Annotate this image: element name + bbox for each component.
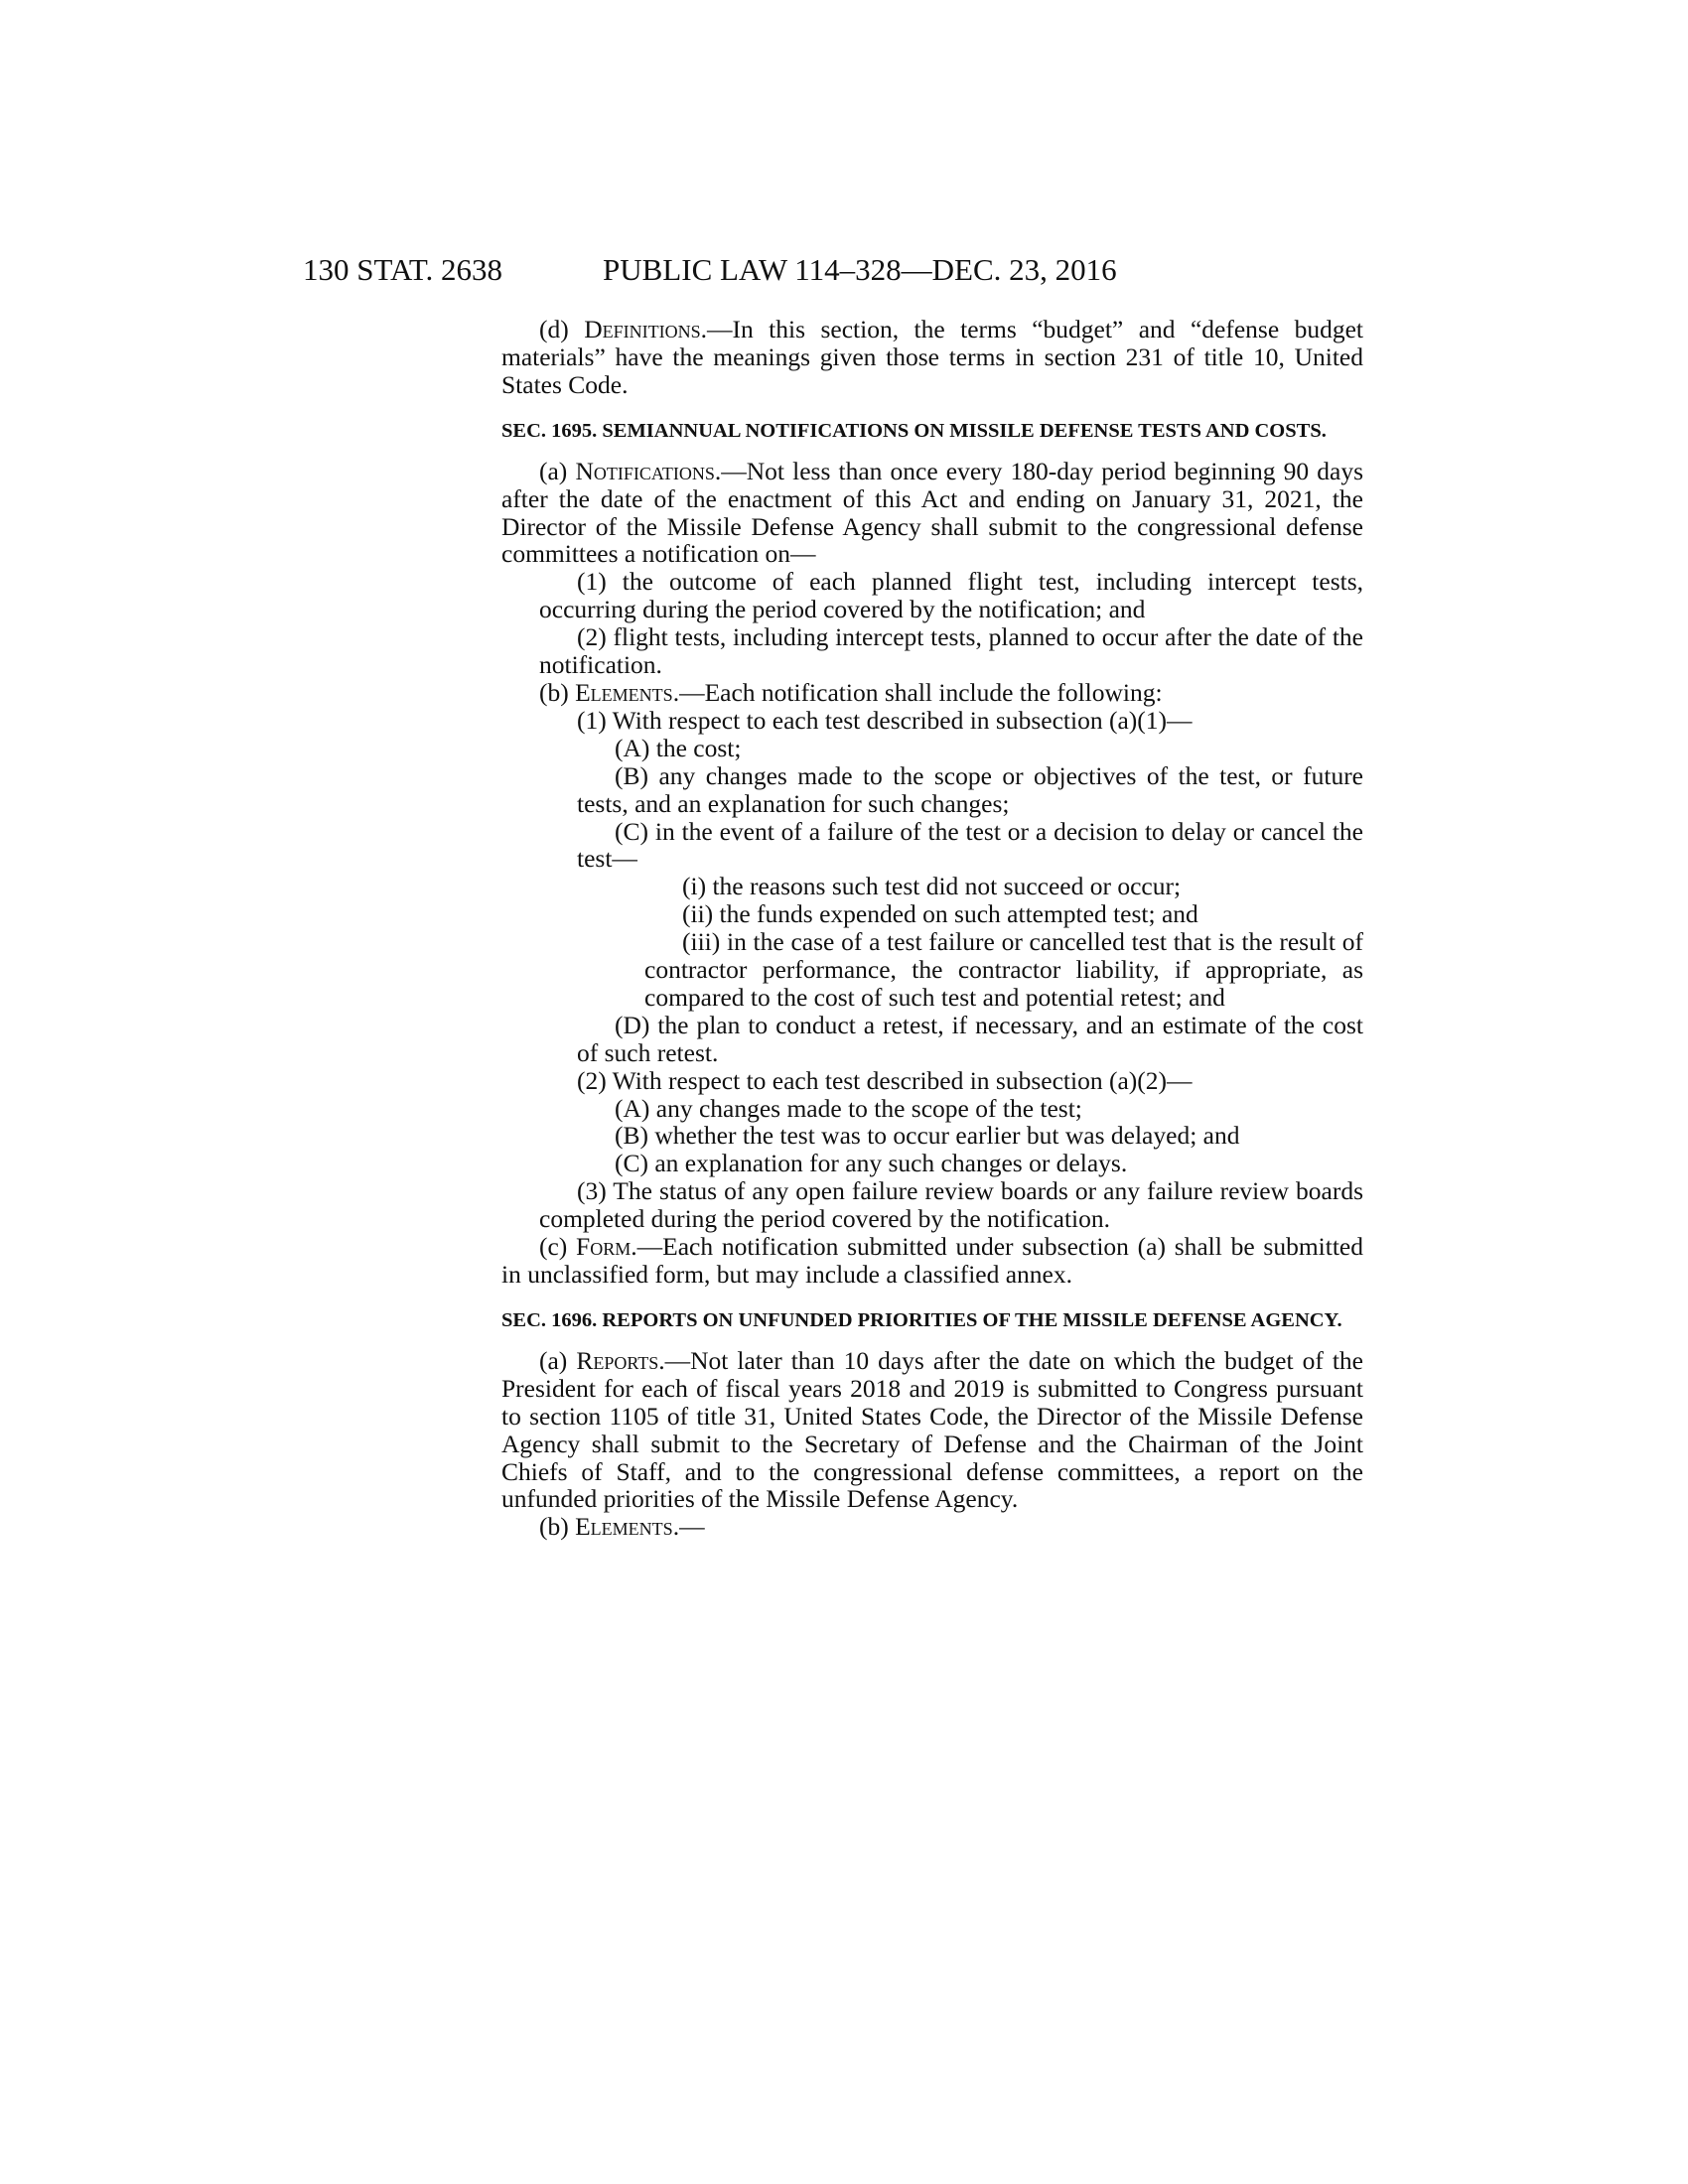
clause-1695-b-1-C-iii: (iii) in the case of a test failure or cancelled test that is the result of contractor performance, the contractor liability, if appropriate, as compared to the cost of such test and potential retest; and xyxy=(644,927,1363,1012)
subsection-1696-a xyxy=(501,1347,1363,1513)
subparagraph-1695-b-2-B: (B) whether the test was to occur earlier but was delayed; and xyxy=(615,1121,1240,1151)
subsection-heading: Notifications xyxy=(575,456,715,485)
subparagraph-1695-b-1-C: (C) in the event of a failure of the test or a decision to delay or cancel the test— xyxy=(577,816,1363,874)
section-heading-1696: SEC. 1696. REPORTS ON UNFUNDED PRIORITIES OF THE MISSILE DEFENSE AGENCY. xyxy=(501,1308,1342,1331)
subsection-label: (a) xyxy=(539,456,576,485)
subsection-text: .—In this section, the terms “budget” and “defense budget materials” have the meanings given those terms in section 231 of title 10, United States Code. xyxy=(501,315,1363,399)
law-title: PUBLIC LAW 114–328—DEC. 23, 2016 xyxy=(603,252,1117,287)
stat-citation: 130 STAT. 2638 xyxy=(303,252,503,287)
subsection-1695-b xyxy=(501,679,1363,707)
subsection-text: .—Each notification submitted under subsection (a) shall be submitted in unclassified form, but may include a classified annex. xyxy=(501,1232,1363,1289)
section-heading-1695: SEC. 1695. SEMIANNUAL NOTIFICATIONS ON MISSILE DEFENSE TESTS AND COSTS. xyxy=(501,419,1327,442)
subsection-heading: Reports xyxy=(576,1345,659,1375)
paragraph-1695-b-2: (2) With respect to each test described in subsection (a)(2)— xyxy=(577,1065,1193,1095)
subsection-text: .—Not later than 10 days after the date on which the budget of the President for each of fiscal years 2018 and 2019 is submitted to Congress pursuant to section 1105 of title 31, United States Code, the Director of the Missile Defense Agency shall submit to the Secretary of Defense and the Chairman of the Joint Chiefs of Staff, and to the congressional defense committees, a report on the unfunded priorities of the Missile Defense Agency. xyxy=(501,1345,1363,1514)
subsection-label: (b) xyxy=(539,1512,576,1542)
subsection-label: (a) xyxy=(539,1345,577,1375)
paragraph-1695-b-1: (1) With respect to each test described in subsection (a)(1)— xyxy=(577,705,1193,735)
running-head xyxy=(303,248,1395,292)
subsection-text: .— xyxy=(672,1512,705,1542)
subsection-text: .—Each notification shall include the following: xyxy=(672,677,1163,707)
subparagraph-1695-b-1-B: (B) any changes made to the scope or objectives of the test, or future tests, and an explanation for such changes; xyxy=(577,760,1363,818)
subsection-label: (b) xyxy=(539,677,576,707)
paragraph-1695-a-2: (2) flight tests, including intercept tests, planned to occur after the date of the notification. xyxy=(539,622,1363,680)
subparagraph-1695-b-1-D: (D) the plan to conduct a retest, if necessary, and an estimate of the cost of such retest. xyxy=(577,1010,1363,1067)
paragraph-1695-b-3: (3) The status of any open failure review boards or any failure review boards completed during the period covered by the notification. xyxy=(539,1176,1363,1234)
paragraph-1695-a-1: (1) the outcome of each planned flight test, including intercept tests, occurring during the period covered by the notification; and xyxy=(539,567,1363,624)
subsection-heading: Elements xyxy=(575,1512,673,1542)
subsection-heading: Elements xyxy=(575,677,673,707)
clause-1695-b-1-C-ii: (ii) the funds expended on such attempted test; and xyxy=(682,899,1198,929)
subsection-heading: Form xyxy=(576,1232,632,1262)
subsection-1695-c xyxy=(501,1233,1363,1289)
subsection-1694-d xyxy=(501,316,1363,399)
subsection-text: .—Not less than once every 180-day period beginning 90 days after the date of the enactment of this Act and ending on January 31, 2021, the Director of the Missile Defense Agency shall submit to the congressional defense committees a notification on— xyxy=(501,456,1363,569)
subsection-1696-b xyxy=(501,1513,1363,1541)
subsection-label: (d) xyxy=(539,315,585,343)
subsection-1695-a xyxy=(501,458,1363,569)
subsection-label: (c) xyxy=(539,1232,577,1262)
subparagraph-1695-b-2-A: (A) any changes made to the scope of the test; xyxy=(615,1093,1082,1123)
subsection-heading: Definitions xyxy=(584,315,701,343)
subparagraph-1695-b-1-A: (A) the cost; xyxy=(615,733,742,762)
document-body xyxy=(501,316,1363,1541)
clause-1695-b-1-C-i: (i) the reasons such test did not succeed or occur; xyxy=(682,872,1182,901)
subparagraph-1695-b-2-C: (C) an explanation for any such changes or delays. xyxy=(615,1149,1128,1178)
